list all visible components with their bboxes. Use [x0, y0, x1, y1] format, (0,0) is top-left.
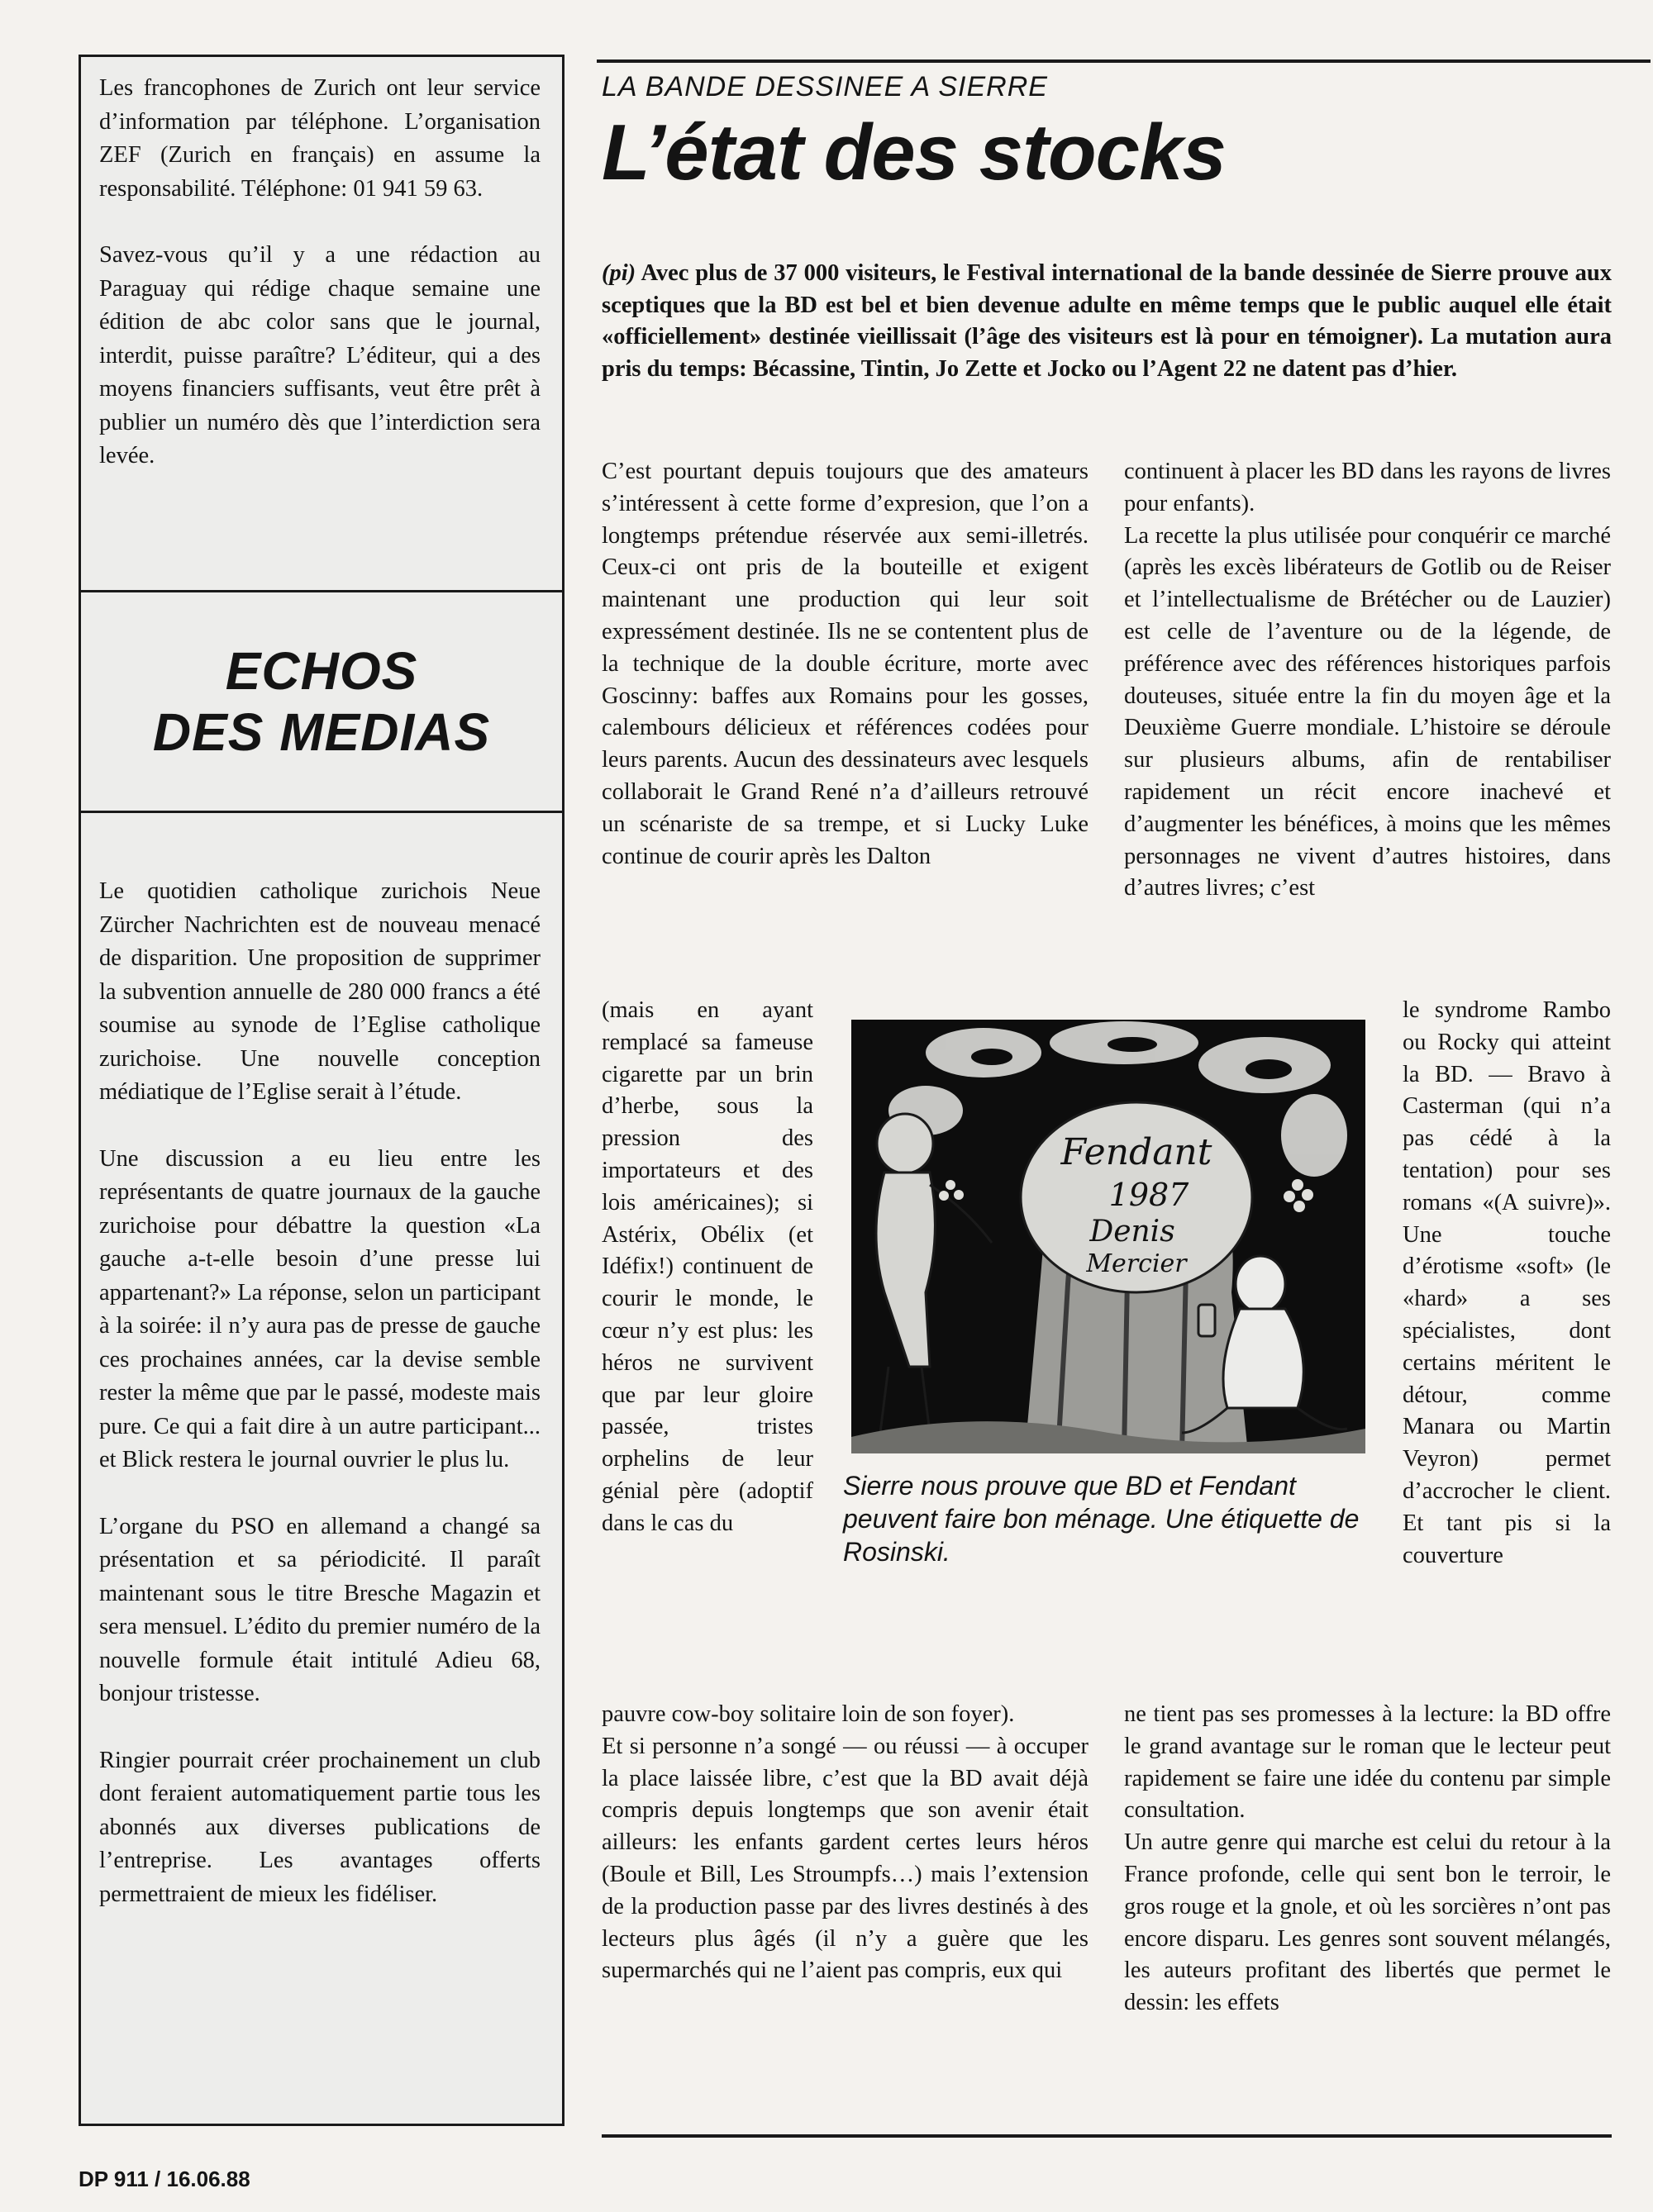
- sidebar-paragraph: Une discussion a eu lieu entre les représentants de quatre journaux de la gauche zurichoise pour débattre la question «La gauche a-t-elle besoin d’une presse lui appartenant?» La réponse, selon un participant à la soirée: il n’y aura pas de presse de gauche ces prochaines années, car la devise semble rester la même que par le passé, modeste mais pure. Ce qui a fait dire à un autre participant... et Blick restera le journal ouvrier le plus lu.: [99, 1145, 541, 1472]
- sidebar-paragraph: Les francophones de Zurich ont leur service d’information par téléphone. L’organisation ZEF (Zurich en français) en assume la responsabilité. Téléphone: 01 941 59 63.: [99, 75, 541, 202]
- issue-footer: DP 911 / 16.06.88: [79, 2167, 250, 2191]
- label-text-line: Fendant: [1060, 1131, 1212, 1173]
- article-paragraph: C’est pourtant depuis toujours que des amateurs s’intéressent à cette forme d’expresion, que l’on a longtemps prétendue réservée aux semi-illetrés. Ceux-ci ont pris de la bouteille et exigent maintenant une production qui leur soit expressément destinée. Ils ne se contentent plus de la technique de la double écriture, morte avec Goscinny: baffes aux Romains pour les gosses, calembours délicieux et références codées pour leurs parents. Aucun des dessinateurs avec lesquels collaborait le Grand René n’a d’ailleurs retrouvé un scénariste de sa trempe, et si Lucky Luke continue de courir après les Dalton: [602, 459, 1089, 869]
- column-2-wrap: [1403, 995, 1611, 1572]
- sidebar-box: [79, 55, 564, 2126]
- article-title: L’état des stocks: [602, 108, 1226, 197]
- article-paragraph: le syndrome Rambo ou Rocky qui atteint la BD. — Bravo à Casterman (qui n’a pas cédé à la tentation) pour ses romans «(A suivre)». Une touche d’érotisme «soft» (le «hard» a ses spécialistes, dont certains méritent le détour, comme Manara ou Martin Veyron) permet d’accrocher le client. Et tant pis si la couverture: [1403, 997, 1611, 1568]
- article-paragraph: continuent à placer les BD dans les rayons de livres pour enfants).: [1124, 459, 1611, 516]
- label-text-line: Denis: [1089, 1215, 1175, 1249]
- article-paragraph: ne tient pas ses promesses à la lecture: la BD offre le grand avantage sur le roman que le lecteur peut rapidement se faire une idée du contenu par simple consultation.: [1124, 1701, 1611, 1824]
- column-1-wrap: [602, 995, 813, 1540]
- article-paragraph: Et si personne n’a songé — ou réussi — à occuper la place laissée libre, c’est que la BD avait déjà compris depuis longtemps que son avenir était ailleurs: les enfants gardent certes leurs héros (Boule et Bill, Les Stroumpfs…) mais l’extension de la production passe par des livres destinés à des lecteurs plus âgés (il n’y a guère que les supermarchés qui ne l’aient pas compris, eux qui: [602, 1733, 1089, 1984]
- illustration-drawing: [851, 1020, 1365, 1453]
- sidebar-paragraph: Savez-vous qu’il y a une rédaction au Paraguay qui rédige chaque semaine une édition de abc color sans que le journal, interdit, puisse paraître? L’éditeur, qui a des moyens financiers suffisants, veut être prêt à publier un numéro dès que l’interdiction sera levée.: [99, 242, 541, 469]
- sidebar-paragraph: Ringier pourrait créer prochainement un club dont feraient automatiquement partie tous les abonnés aux diverses publications de l’entreprise. Les avantages offerts permettraient de mieux les fidéliser.: [99, 1747, 541, 1907]
- sidebar-header: [81, 590, 562, 813]
- lead-text: Avec plus de 37 000 visiteurs, le Festival international de la bande dessinée de Sierre prouve aux sceptiques que la BD est bel et bien devenue adulte en même temps que le public auquel elle était «officiellement» destinée vieillissait (l’âge des visiteurs est là pour en témoigner). La mutation aura pris du temps: Bécassine, Tintin, Jo Zette et Jocko ou l’Agent 22 ne datent pas d’hier.: [602, 260, 1612, 382]
- wine-label-illustration: [851, 1020, 1365, 1453]
- top-rule: [597, 59, 1651, 63]
- sidebar-top-section: [81, 57, 562, 590]
- column-2-top: [1124, 456, 1611, 905]
- bottom-rule: [602, 2134, 1612, 2138]
- sidebar-bottom-section: [81, 875, 562, 1911]
- column-2-bottom: [1124, 1699, 1611, 2019]
- sidebar-header-line: ECHOS: [225, 641, 418, 701]
- sidebar-paragraph: Le quotidien catholique zurichois Neue Zürcher Nachrichten est de nouveau menacé de disparition. Une proposition de supprimer la subvention annuelle de 280 000 francs a été soumise au synode de l’Eglise catholique zurichoise. Une nouvelle conception médiatique de l’Eglise serait à l’étude.: [99, 878, 541, 1105]
- article-paragraph: Un autre genre qui marche est celui du retour à la France profonde, celle qui sent bon le terroir, le gros rouge et la gnole, et où les sorcières n’ont pas encore disparu. Les genres sont souvent mélangés, les auteurs profitant des libertés que permet le dessin: les effets: [1124, 1829, 1611, 2016]
- article-paragraph: La recette la plus utilisée pour conquérir ce marché (après les excès libérateurs de Gotlib ou de Reiser et l’intellectualisme de Brétécher ou de Lauzier) est celle de l’aventure ou de la légende, de préférence avec des références historiques parfois douteuses, située entre la fin du moyen âge et la Deuxième Guerre mondiale. L’histoire se déroule sur plusieurs albums, afin de rentabiliser rapidement un récit encore inachevé et d’augmenter les bénéfices, à moins que les mêmes personnages ne vivent d’autres histoires, dans d’autres livres; c’est: [1124, 522, 1611, 901]
- article-kicker: LA BANDE DESSINEE A SIERRE: [602, 71, 1048, 102]
- label-text-line: 1987: [1108, 1177, 1189, 1213]
- article-lead: [602, 258, 1612, 385]
- label-text-line: Mercier: [1086, 1249, 1187, 1278]
- sidebar-header-line: DES MEDIAS: [152, 702, 491, 762]
- article-paragraph: pauvre cow-boy solitaire loin de son foyer).: [602, 1701, 1015, 1727]
- column-1-top: [602, 456, 1089, 873]
- figure-caption: Sierre nous prouve que BD et Fendant peuvent faire bon ménage. Une étiquette de Rosinski.: [843, 1471, 1360, 1567]
- column-1-bottom: [602, 1699, 1089, 1987]
- article-paragraph: (mais en ayant remplacé sa fameuse cigarette par un brin d’herbe, sous la pression des importateurs et des lois américaines); si Astérix, Obélix (et Idéfix!) continuent de courir le monde, le cœur n’y est plus: les héros ne survivent que par leur gloire passée, tristes orphelins de leur génial père (adoptif dans le cas du: [602, 997, 813, 1536]
- lead-author-tag: (pi): [602, 260, 636, 286]
- sidebar-paragraph: L’organe du PSO en allemand a changé sa présentation et sa périodicité. Il paraît maintenant sous le titre Bresche Magazin et sera mensuel. L’édito du premier numéro de la nouvelle formule était intitulé Adieu 68, bonjour tristesse.: [99, 1513, 541, 1706]
